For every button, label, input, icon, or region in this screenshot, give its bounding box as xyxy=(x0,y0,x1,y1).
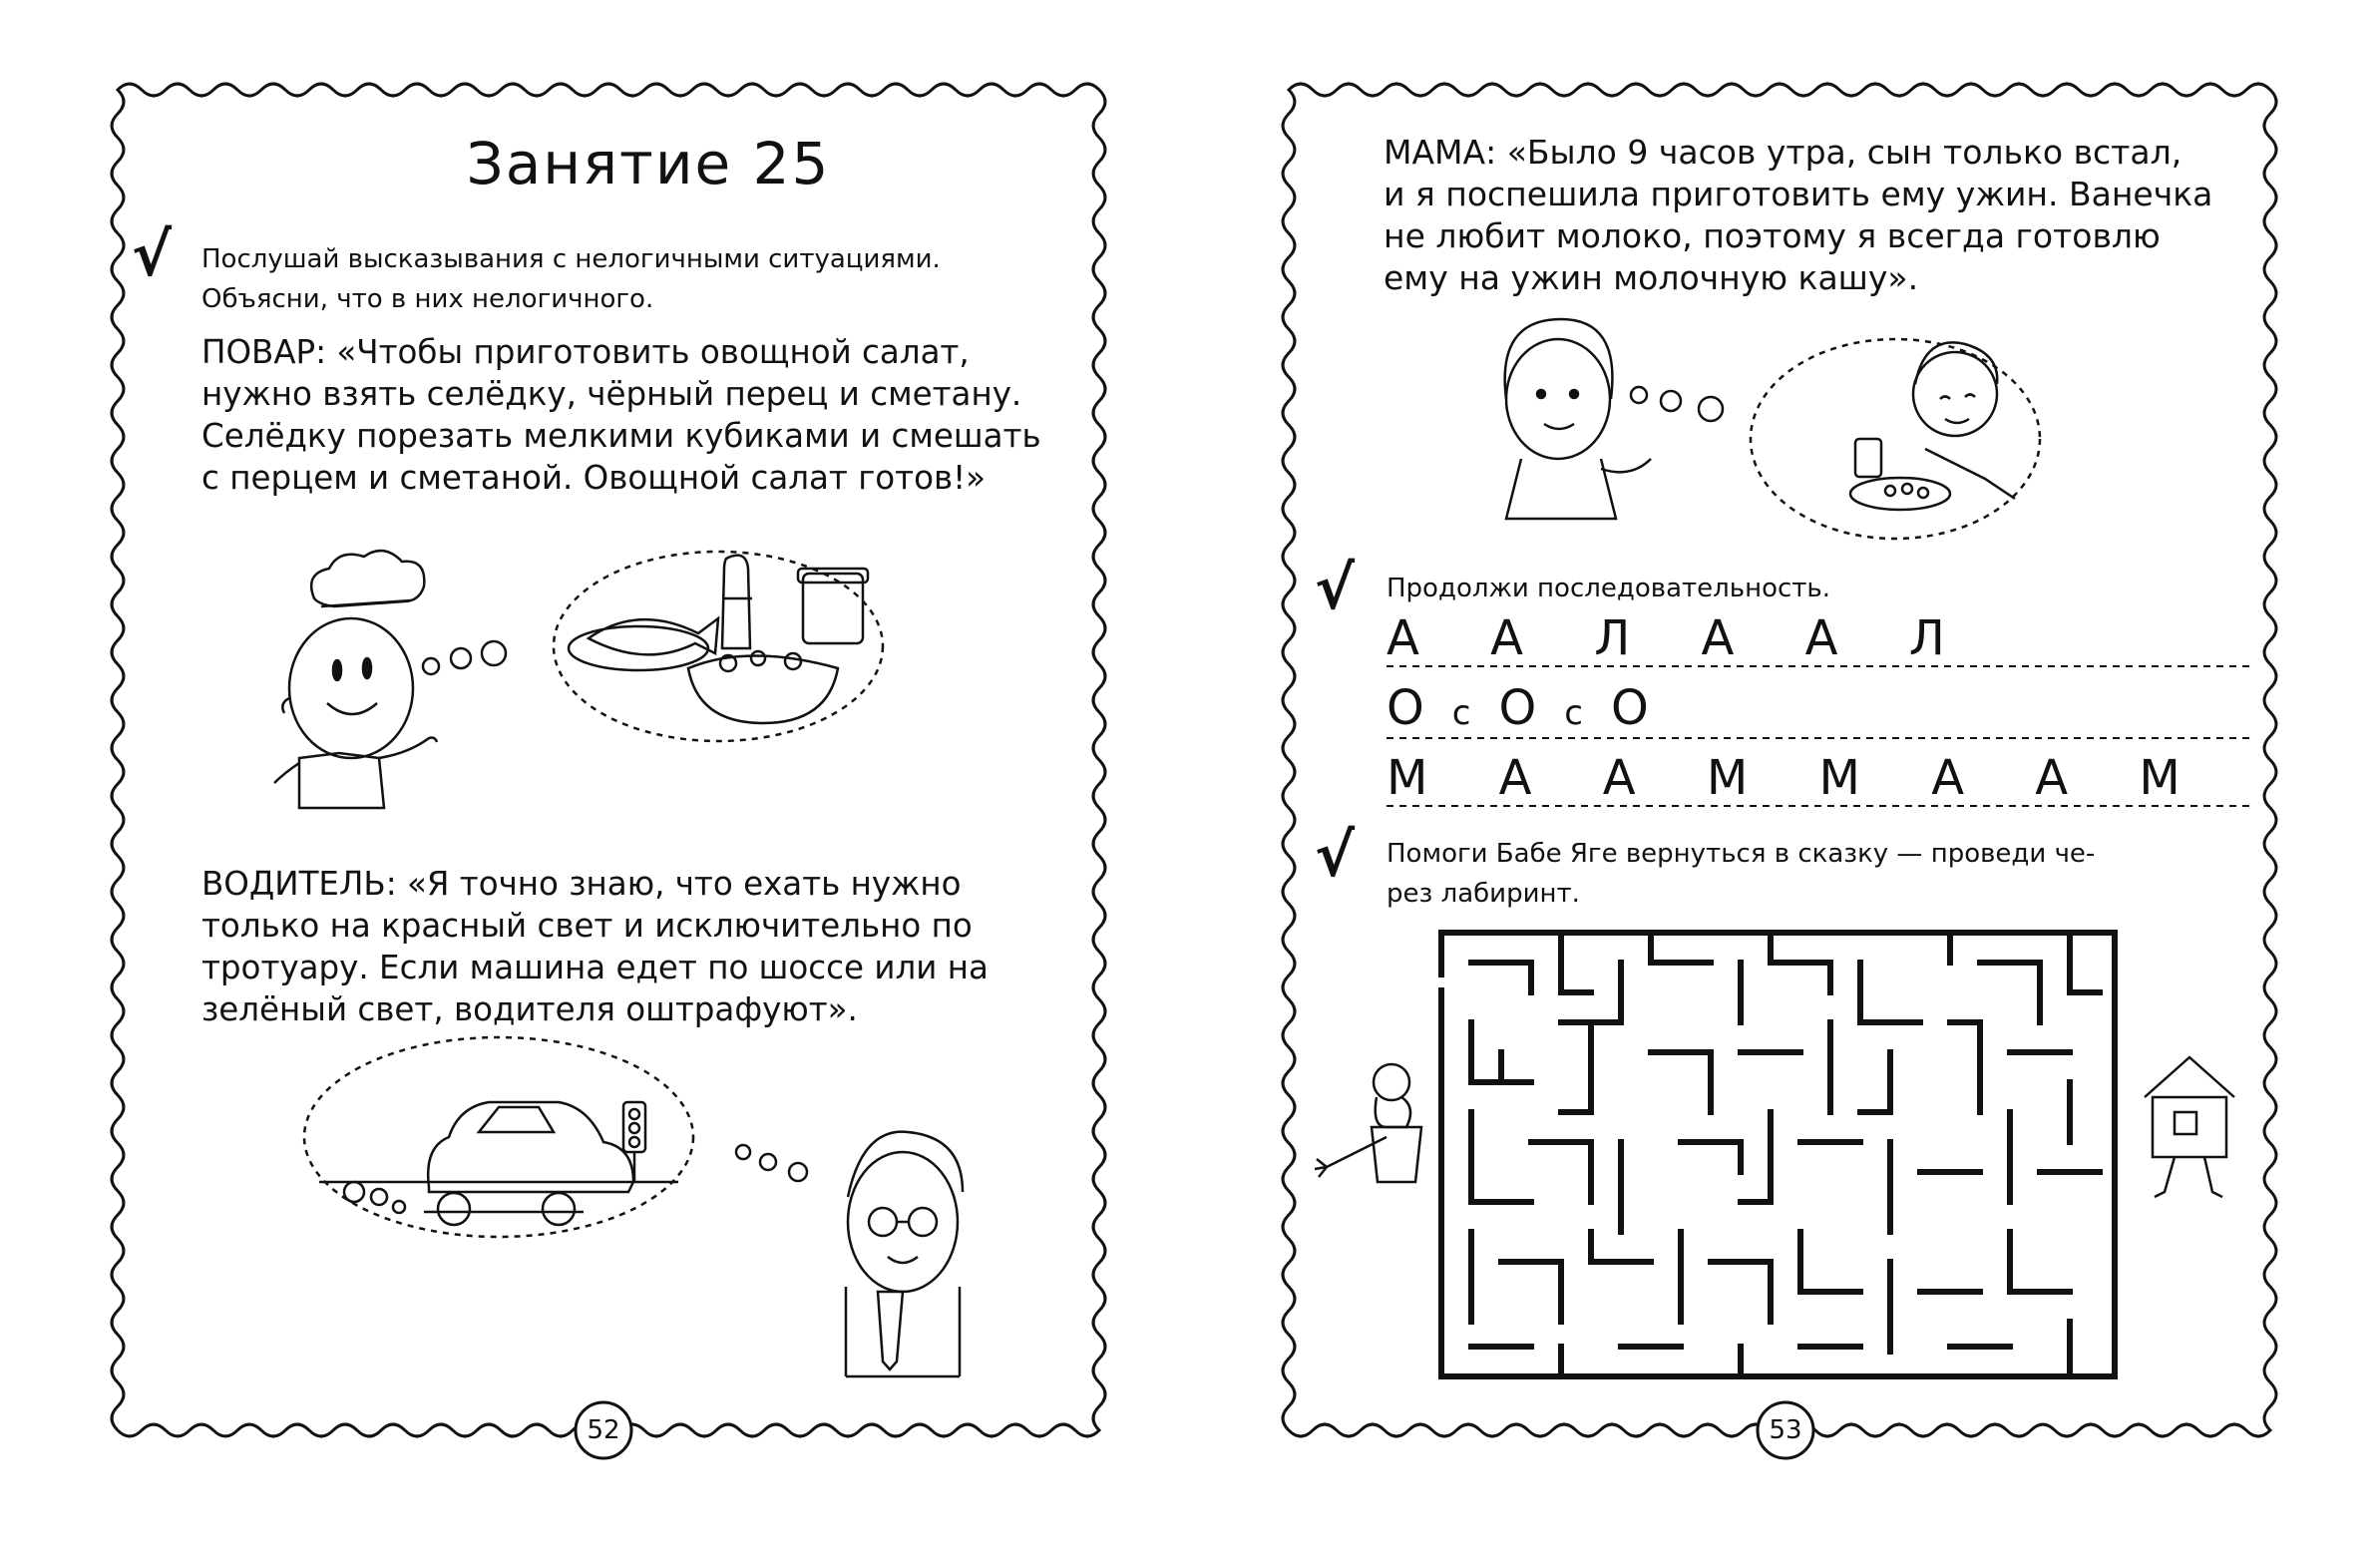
driver-illustration xyxy=(304,1037,963,1376)
task3-instruction-line: рез лабиринт. xyxy=(1387,879,1580,909)
task-check-icon: √ xyxy=(1315,554,1356,623)
task-check-icon: √ xyxy=(1315,821,1356,891)
cook-illustration xyxy=(274,551,883,808)
cook-line: ПОВАР: «Чтобы приготовить овощной салат, xyxy=(201,333,970,371)
page-title: Занятие 25 xyxy=(466,130,831,197)
driver-statement xyxy=(201,863,1065,1030)
task-check-icon: √ xyxy=(132,220,173,290)
cook-line: Селёдку порезать мелкими кубиками и смешать xyxy=(201,417,1041,455)
sequence-row-3: М А А М М А А М xyxy=(1387,750,2208,806)
cook-line: нужно взять селёдку, чёрный перец и сметану. xyxy=(201,375,1022,413)
sequence-letter: О xyxy=(1387,680,1452,736)
page-number-left: 52 xyxy=(587,1415,620,1445)
mom-line: ему на ужин молочную кашу». xyxy=(1384,258,1919,297)
sequence-letter: О xyxy=(1610,680,1677,736)
driver-line: тротуару. Если машина едет по шоссе или на xyxy=(201,949,989,986)
task1-instruction-line: Послушай высказывания с нелогичными ситуациями. xyxy=(201,244,941,274)
sequence-letter: О xyxy=(1498,680,1565,736)
mom-illustration xyxy=(1505,319,2040,539)
baba-yaga-illustration xyxy=(1315,1064,1421,1182)
task2-instruction: Продолжи последовательность. xyxy=(1387,574,1831,603)
task1-instruction xyxy=(201,239,1065,319)
mom-statement xyxy=(1384,132,2247,299)
driver-line: зелёный свет, водителя оштрафуют». xyxy=(201,990,858,1028)
hut-illustration xyxy=(2145,1057,2234,1197)
cook-line: с перцем и сметаной. Овощной салат готов!» xyxy=(201,459,987,497)
cook-statement xyxy=(201,331,1065,499)
driver-line: только на красный свет и исключительно по xyxy=(201,907,973,945)
mom-line: не любит молоко, поэтому я всегда готовлю xyxy=(1384,216,2161,255)
task3-instruction xyxy=(1387,834,2250,914)
task3-instruction-line: Помоги Бабе Яге вернуться в сказку — проведи че- xyxy=(1387,839,2096,869)
mom-line: и я поспешила приготовить ему ужин. Ванечка xyxy=(1384,175,2213,213)
maze xyxy=(1441,933,2115,1376)
task1-instruction-line: Объясни, что в них нелогичного. xyxy=(201,284,654,314)
driver-line: ВОДИТЕЛЬ: «Я точно знаю, что ехать нужно xyxy=(201,865,962,903)
sequence-letter: с xyxy=(1564,693,1611,733)
page-number-right: 53 xyxy=(1769,1415,1802,1445)
mom-line: МАМА: «Было 9 часов утра, сын только встал, xyxy=(1384,133,2182,172)
sequence-letter: с xyxy=(1451,693,1499,733)
sequence-row-1: А А Л А А Л xyxy=(1387,610,1973,666)
sequence-row-2 xyxy=(1387,680,1677,741)
